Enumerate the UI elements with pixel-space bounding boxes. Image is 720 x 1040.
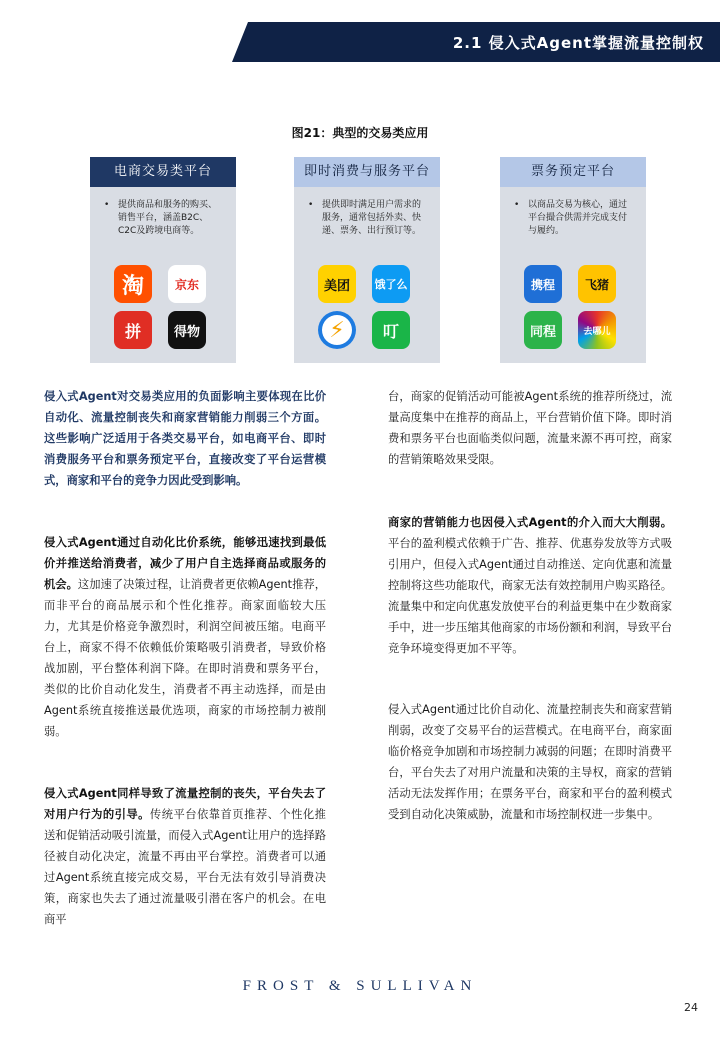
panel-description: • 以商品交易为核心，通过平台撮合供需并完成支付与履约。: [514, 200, 628, 236]
figure-title: 图21：典型的交易类应用: [291, 126, 429, 140]
footer-brand: FROST & SULLIVAN: [242, 978, 478, 994]
fliggy-icon: 飞猪: [578, 265, 616, 303]
panel-heading: 即时消费与服务平台: [294, 157, 440, 187]
panel-ecommerce: [90, 157, 236, 363]
page-number: 24: [684, 1001, 698, 1014]
qunar-icon: 去哪儿: [578, 311, 616, 349]
tongcheng-icon: 同程: [524, 311, 562, 349]
panel-description: • 提供商品和服务的购买、销售平台，涵盖B2C、C2C及跨境电商等。: [104, 200, 218, 236]
panel-heading: 票务预定平台: [500, 157, 646, 187]
panel-description: • 提供即时满足用户需求的服务，通常包括外卖、快递、票务、出行预订等。: [308, 200, 422, 236]
dewu-icon: 得物: [168, 311, 206, 349]
panel-heading: 电商交易类平台: [90, 157, 236, 187]
panel-ticketing: [500, 157, 646, 363]
header-banner: [0, 22, 720, 62]
eleme-icon: 饿了么: [372, 265, 410, 303]
meituan-icon: 美团: [318, 265, 356, 303]
pinduoduo-icon: 拼: [114, 311, 152, 349]
taobao-icon: 淘: [114, 265, 152, 303]
section-title: 2.1 侵入式Agent掌握流量控制权: [452, 34, 704, 52]
right-paragraph-2: 商家的营销能力也因侵入式Agent的介入而大大削弱。平台的盈利模式依赖于广告、推荐、优惠券发放等方式吸引用户，但侵入式Agent通过自动推送、定向优惠和流量控制将这些功能取代，商家无法有效控制用户购买路径。流量集中和定向优惠发放使平台的利益更集中在少数商家手中，进一步压缩其他商家的市场份额和利润，导致平台竞争环境变得更加不平等。: [388, 516, 672, 655]
right-paragraph-1: 台，商家的促销活动可能被Agent系统的推荐所绕过，流量高度集中在推荐的商品上，平台营销价值下降。即时消费和票务平台也面临类似问题，流量来源不再可控，商家的营销策略效果受限。: [388, 390, 672, 466]
jd-icon: 京东: [168, 265, 206, 303]
dingdong-icon: 叮: [372, 311, 410, 349]
left-paragraph-1: 侵入式Agent对交易类应用的负面影响主要体现在比价自动化、流量控制丧失和商家营销能力削弱三个方面。这些影响广泛适用于各类交易平台，如电商平台、即时消费服务平台和票务预定平台，直接改变了平台运营模式，商家和平台的竞争力因此受到影响。: [44, 390, 326, 487]
right-paragraph-3: 侵入式Agent通过比价自动化、流量控制丧失和商家营销削弱，改变了交易平台的运营模式。在电商平台，商家面临价格竞争加剧和市场控制力减弱的问题；在即时消费平台，平台失去了对用户流量和决策的主导权，商家的营销活动无法发挥作用；在票务平台，商家和平台的盈利模式受到自动化决策威胁，流量和市场控制权进一步集中。: [388, 703, 672, 821]
shansong-icon: ⚡: [318, 311, 356, 349]
left-paragraph-2: 侵入式Agent通过自动化比价系统，能够迅速找到最低价并推送给消费者，减少了用户自主选择商品或服务的机会。这加速了决策过程，让消费者更依赖Agent推荐，而非平台的商品展示和个性化推荐。商家面临较大压力，尤其是价格竞争激烈时，利润空间被压缩。电商平台上，商家不得不依赖低价策略吸引消费者，导致价格战加剧，平台整体利润下降。在即时消费和票务平台，类似的比价自动化发生，消费者不再主动选择，而是由Agent系统直接推送最优选项，商家的市场控制力被削弱。: [44, 536, 326, 738]
left-paragraph-3: 侵入式Agent同样导致了流量控制的丧失，平台失去了对用户行为的引导。传统平台依靠首页推荐、个性化推送和促销活动吸引流量，而侵入式Agent让用户的选择路径被自动化决定，流量不再由平台掌控。消费者可以通过Agent系统直接完成交易，平台无法有效引导消费决策，商家也失去了通过流量吸引潜在客户的机会。在电商平: [44, 787, 326, 926]
ctrip-icon: 携程: [524, 265, 562, 303]
panel-instant-service: [294, 157, 440, 363]
